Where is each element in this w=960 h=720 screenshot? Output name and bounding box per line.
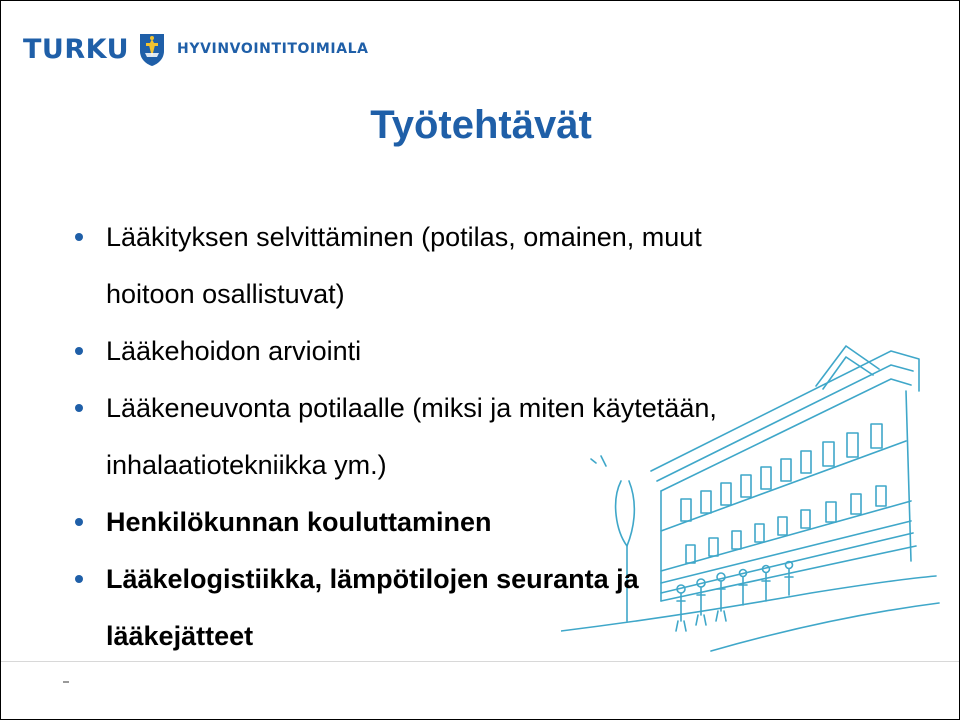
list-item xyxy=(71,380,921,494)
list-item-line: lääkejätteet xyxy=(106,621,254,651)
bullet-icon xyxy=(75,233,83,241)
bullet-icon xyxy=(75,347,83,355)
footer-mark xyxy=(63,681,69,683)
slide-title: Työtehtävät xyxy=(370,103,592,147)
list-item-line: inhalaatiotekniikka ym.) xyxy=(106,450,387,480)
list-item-line: Lääkehoidon arviointi xyxy=(106,336,362,366)
city-name: TURKU xyxy=(23,33,130,65)
list-item-line: Lääkeneuvonta potilaalle (miksi ja miten käytetään, xyxy=(106,393,717,423)
list-item-line: Henkilökunnan kouluttaminen xyxy=(106,507,492,537)
list-item xyxy=(71,494,921,551)
list-item xyxy=(71,551,921,665)
coat-of-arms-icon xyxy=(137,31,167,67)
department-name: HYVINVOINTITOIMIALA xyxy=(177,41,369,57)
list-item-line: Lääkelogistiikka, lämpötilojen seuranta ja xyxy=(106,564,639,594)
footer-divider xyxy=(1,661,959,662)
bullet-icon xyxy=(75,575,83,583)
task-list xyxy=(71,209,921,665)
header-logo xyxy=(23,29,369,69)
list-item xyxy=(71,209,921,323)
list-item-line: hoitoon osallistuvat) xyxy=(106,279,345,309)
bullet-icon xyxy=(75,518,83,526)
list-item xyxy=(71,323,921,380)
bullet-icon xyxy=(75,404,83,412)
list-item-line: Lääkityksen selvittäminen (potilas, omainen, muut xyxy=(106,222,702,252)
